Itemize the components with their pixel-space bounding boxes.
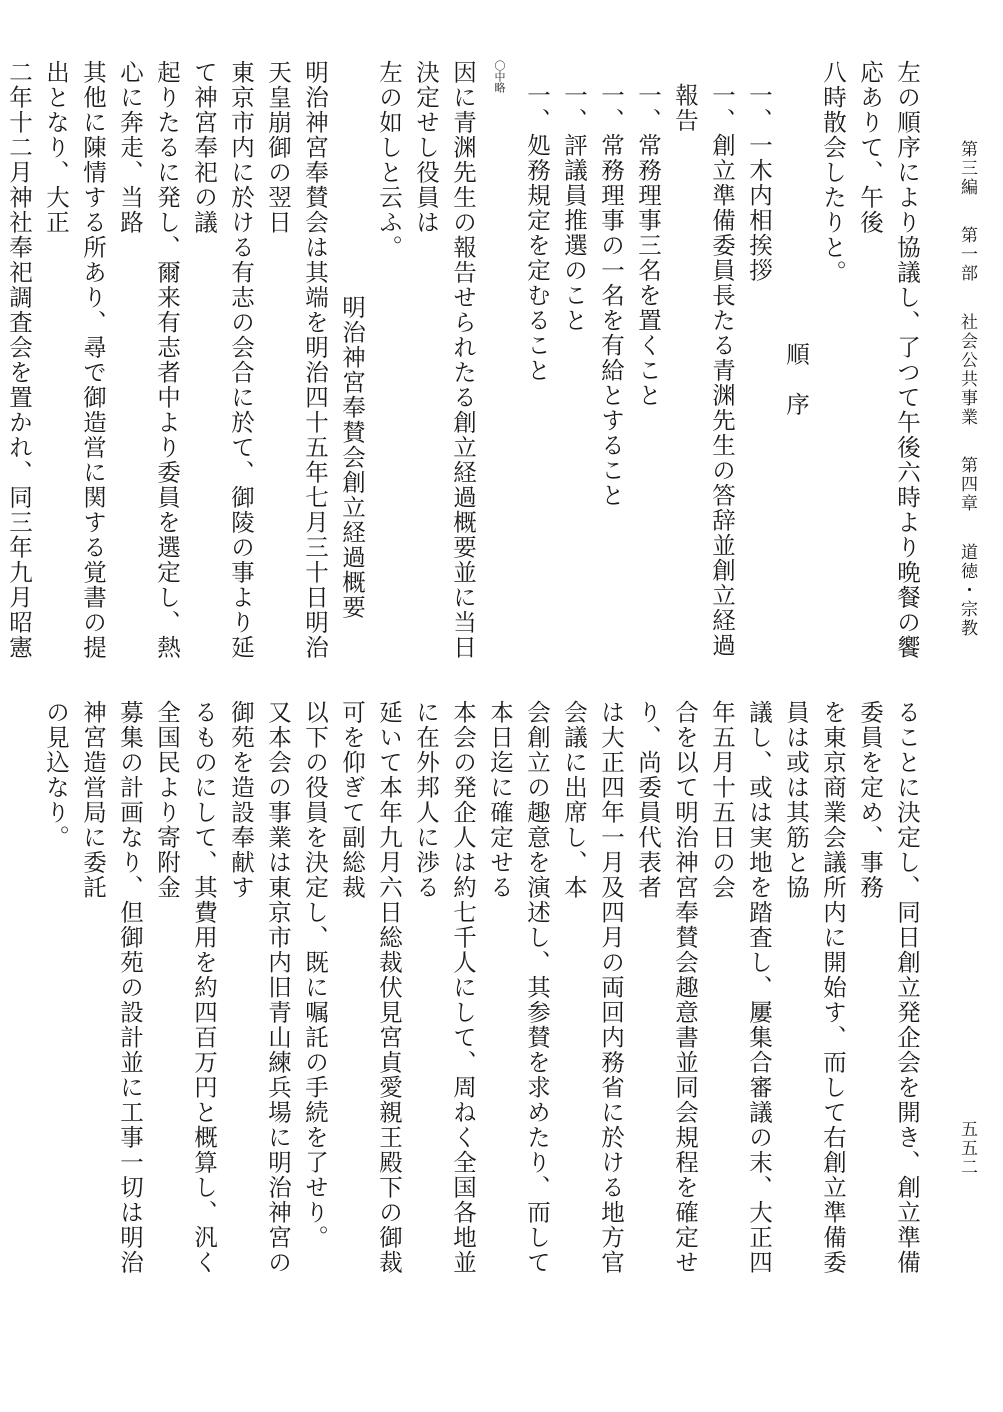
top-text-block (0, 60, 925, 660)
bottom-text-block (0, 700, 925, 1290)
text-line: 因に青渊先生の報告せられたる創立経過概要並に当日決定せし役員は (412, 60, 477, 660)
text-line: 左の如しと云ふ。 (375, 60, 403, 260)
text-line: は大正四年一月及四月の両回内務省に於ける地方官会議に出席し、本 (560, 700, 625, 1275)
list-item: 一、創立準備委員長たる青渊先生の答辞並創立経過報告 (671, 83, 736, 658)
header-part: 第三編 (957, 140, 977, 197)
header-section: 第一部 (957, 226, 977, 284)
header-subject: 道徳・宗教 (957, 542, 977, 638)
text-line: 延いて本年九月六日総裁伏見宮貞愛親王殿下の御裁可を仰ぎて副総裁 (338, 700, 403, 1275)
text-line: を東京商業会議所内に開始す、而して右創立準備委員は或は其筋と協 (782, 700, 847, 1275)
list-item: 一、処務規定を定むること (523, 83, 551, 383)
text-line: 又本会の事業は東京市内旧青山練兵場に明治神宮の御苑を造設奉献す (227, 700, 292, 1275)
list-item: 一、一木内相挨拶 (745, 83, 773, 283)
omission-note: 〇中略 (493, 60, 506, 93)
text-line: 議し、或は実地を踏査し、屢集合審議の末、大正四年五月十五日の会 (708, 700, 773, 1275)
text-line: 募集の計画なり、但御苑の設計並に工事一切は明治神宮造営局に委託 (79, 700, 144, 1275)
list-item: 一、常務理事三名を置くこと (634, 83, 662, 408)
list-item: 一、常務理事の一名を有給とすること (597, 83, 625, 508)
spacer (0, 700, 37, 1290)
list-heading: 順 序 (782, 342, 810, 417)
text-line: 東京市内に於ける有志の会合に於て、御陵の事より延て神宮奉祀の議 (190, 60, 255, 660)
text-line: 八時散会したりと。 (819, 60, 847, 285)
text-line: 左の順序により協議し、了つて午後六時より晩餐の饗応ありて、午後 (856, 60, 921, 660)
text-line: 会創立の趣意を演述し、其参賛を求めたり、而して本日迄に確定せる (486, 700, 551, 1275)
text-line: ることに決定し、同日創立発企会を開き、創立準備委員を定め、事務 (856, 700, 921, 1275)
section-title: 明治神宮奉賛会創立経過概要 (338, 295, 366, 620)
header-category: 社会公共事業 (957, 312, 977, 427)
page-number: 五五二 (957, 1120, 977, 1177)
text-line: 二年十二月神社奉祀調査会を置かれ、同三年九月昭憲 (5, 60, 33, 660)
header-chapter: 第四章 (957, 456, 977, 514)
text-line: の見込なり。 (42, 700, 70, 850)
text-line: 本会の発企人は約七千人にして、周ねく全国各地並に在外邦人に渉る (412, 700, 477, 1275)
text-line: るものにして、其費用を約四百万円と概算し、汎く全国民より寄附金 (153, 700, 218, 1275)
list-item: 一、評議員推選のこと (560, 83, 588, 333)
running-header (958, 140, 975, 660)
text-line: 起りたるに発し、爾来有志者中より委員を選定し、熱心に奔走、当路 (116, 60, 181, 660)
text-line: 明治神宮奉賛会は其端を明治四十五年七月三十日明治天皇崩御の翌日 (264, 60, 329, 660)
text-line: 其他に陳情する所あり、尋で御造営に関する覚書の提出となり、大正 (42, 60, 107, 660)
text-line: 以下の役員を決定し、既に嘱託の手続を了せり。 (301, 700, 329, 1250)
text-line: 合を以て明治神宮奉賛会趣意書並同会規程を確定せり、尚委員代表者 (634, 700, 699, 1275)
